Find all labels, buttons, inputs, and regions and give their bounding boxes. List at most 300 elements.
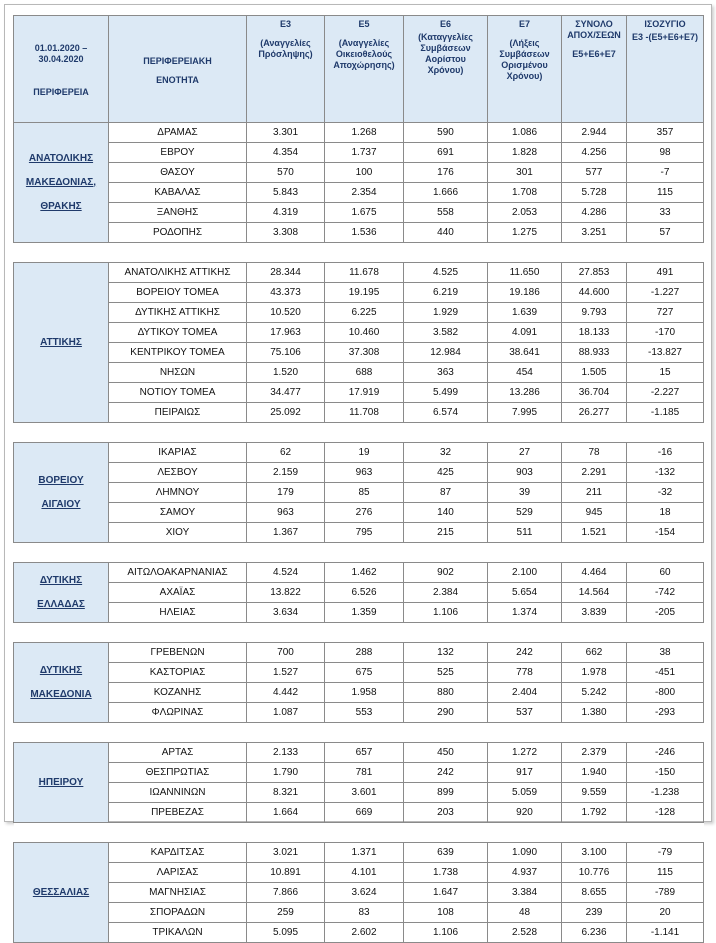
e7-cell: 48 <box>488 903 562 923</box>
balance-cell: -7 <box>627 163 704 183</box>
regional-unit-cell: ΔΥΤΙΚΗΣ ΑΤΤΙΚΗΣ <box>109 303 247 323</box>
e3-cell: 1.087 <box>247 703 325 723</box>
e7-cell: 38.641 <box>488 343 562 363</box>
e5-cell: 795 <box>325 523 404 543</box>
e7-cell: 1.374 <box>488 603 562 623</box>
e5-cell: 675 <box>325 663 404 683</box>
regional-unit-cell: ΚΑΒΑΛΑΣ <box>109 183 247 203</box>
region-name-line: ΗΠΕΙΡΟΥ <box>38 776 84 788</box>
regional-unit-cell: ΗΛΕΙΑΣ <box>109 603 247 623</box>
region-name-line: ΒΟΡΕΙΟΥ <box>38 474 84 486</box>
e3-cell: 3.634 <box>247 603 325 623</box>
e3-cell: 3.308 <box>247 223 325 243</box>
e7-cell: 5.059 <box>488 783 562 803</box>
regional-unit-cell: ΚΟΖΑΝΗΣ <box>109 683 247 703</box>
table-row <box>14 283 704 303</box>
balance-cell: -128 <box>627 803 704 823</box>
region-name <box>14 563 109 623</box>
e6-cell: 1.106 <box>404 603 488 623</box>
e3-cell: 10.520 <box>247 303 325 323</box>
regional-unit-cell: ΘΑΣΟΥ <box>109 163 247 183</box>
separator-cell <box>14 423 704 443</box>
total-cell: 26.277 <box>562 403 627 423</box>
table-row <box>14 203 704 223</box>
total-cell: 5.728 <box>562 183 627 203</box>
e7-cell: 1.275 <box>488 223 562 243</box>
region-separator <box>14 623 704 643</box>
table-row <box>14 143 704 163</box>
balance-cell: -800 <box>627 683 704 703</box>
table-row <box>14 383 704 403</box>
balance-cell: 20 <box>627 903 704 923</box>
e5-cell: 2.354 <box>325 183 404 203</box>
e5-cell: 19 <box>325 443 404 463</box>
regional-unit-cell: ΣΠΟΡΑΔΩΝ <box>109 903 247 923</box>
e5-cell: 1.536 <box>325 223 404 243</box>
e6-cell: 2.384 <box>404 583 488 603</box>
total-cell: 4.256 <box>562 143 627 163</box>
regional-unit-cell: ΚΕΝΤΡΙΚΟΥ ΤΟΜΕΑ <box>109 343 247 363</box>
table-row <box>14 303 704 323</box>
balance-cell: -789 <box>627 883 704 903</box>
balance-cell: -293 <box>627 703 704 723</box>
header-e3: Ε3 (Αναγγελίες Πρόσληψης) <box>247 16 325 123</box>
region-name-line: ΑΤΤΙΚΗΣ <box>40 336 82 348</box>
table-row <box>14 843 704 863</box>
e3-cell: 700 <box>247 643 325 663</box>
total-cell: 1.978 <box>562 663 627 683</box>
table-row <box>14 443 704 463</box>
e3-cell: 62 <box>247 443 325 463</box>
e6-cell: 1.106 <box>404 923 488 943</box>
e6-cell: 899 <box>404 783 488 803</box>
e7-cell: 3.384 <box>488 883 562 903</box>
total-cell: 1.505 <box>562 363 627 383</box>
balance-cell: -170 <box>627 323 704 343</box>
region-name-line: ΑΙΓΑΙΟΥ <box>41 498 81 510</box>
e5-cell: 657 <box>325 743 404 763</box>
table-row <box>14 743 704 763</box>
total-cell: 2.291 <box>562 463 627 483</box>
e6-cell: 6.219 <box>404 283 488 303</box>
e5-cell: 19.195 <box>325 283 404 303</box>
table-row <box>14 883 704 903</box>
total-cell: 1.792 <box>562 803 627 823</box>
region-name-line: ΘΡΑΚΗΣ <box>40 200 82 212</box>
e6-cell: 1.666 <box>404 183 488 203</box>
e3-cell: 4.524 <box>247 563 325 583</box>
e3-cell: 43.373 <box>247 283 325 303</box>
regional-unit-cell: ΣΑΜΟΥ <box>109 503 247 523</box>
regional-unit-cell: ΙΩΑΝΝΙΝΩΝ <box>109 783 247 803</box>
e3-cell: 28.344 <box>247 263 325 283</box>
e7-cell: 11.650 <box>488 263 562 283</box>
regional-unit-cell: ΔΥΤΙΚΟΥ ΤΟΜΕΑ <box>109 323 247 343</box>
e5-cell: 1.268 <box>325 123 404 143</box>
e5-cell: 276 <box>325 503 404 523</box>
region-name-line: ΘΕΣΣΑΛΙΑΣ <box>32 886 90 898</box>
header-total-departures: ΣΥΝΟΛΟ ΑΠΟΧ/ΣΕΩΝ Ε5+Ε6+Ε7 <box>562 16 627 123</box>
table-row <box>14 683 704 703</box>
table-row <box>14 603 704 623</box>
e6-cell: 203 <box>404 803 488 823</box>
e7-cell: 2.404 <box>488 683 562 703</box>
region-name <box>14 123 109 243</box>
balance-cell: -1.141 <box>627 923 704 943</box>
e7-cell: 1.639 <box>488 303 562 323</box>
table-row <box>14 763 704 783</box>
table-row <box>14 263 704 283</box>
regional-unit-cell: ΠΕΙΡΑΙΩΣ <box>109 403 247 423</box>
total-cell: 88.933 <box>562 343 627 363</box>
e5-cell: 6.526 <box>325 583 404 603</box>
e6-cell: 242 <box>404 763 488 783</box>
e6-cell: 176 <box>404 163 488 183</box>
table-row <box>14 183 704 203</box>
e6-cell: 639 <box>404 843 488 863</box>
e7-cell: 4.937 <box>488 863 562 883</box>
region-name-line: ΔΥΤΙΚΗΣ <box>39 574 83 586</box>
balance-cell: -205 <box>627 603 704 623</box>
header-regional-unit: ΠΕΡΙΦΕΡΕΙΑΚΗ ΕΝΟΤΗΤΑ <box>109 16 247 123</box>
e6-cell: 5.499 <box>404 383 488 403</box>
balance-cell: -1.238 <box>627 783 704 803</box>
e3-cell: 570 <box>247 163 325 183</box>
total-cell: 18.133 <box>562 323 627 343</box>
regional-unit-cell: ΘΕΣΠΡΩΤΙΑΣ <box>109 763 247 783</box>
balance-cell: -451 <box>627 663 704 683</box>
e6-cell: 425 <box>404 463 488 483</box>
table-row <box>14 783 704 803</box>
region-name <box>14 843 109 943</box>
e3-cell: 4.319 <box>247 203 325 223</box>
e3-cell: 3.301 <box>247 123 325 143</box>
e5-cell: 100 <box>325 163 404 183</box>
region-name-line: ΕΛΛΑΔΑΣ <box>37 598 85 610</box>
header-balance: ΙΣΟΖΥΓΙΟ Ε3 -(Ε5+Ε6+Ε7) <box>627 16 704 123</box>
table-row <box>14 803 704 823</box>
total-cell: 44.600 <box>562 283 627 303</box>
e7-cell: 242 <box>488 643 562 663</box>
regional-unit-cell: ΞΑΝΘΗΣ <box>109 203 247 223</box>
regional-unit-cell: ΛΕΣΒΟΥ <box>109 463 247 483</box>
total-cell: 2.944 <box>562 123 627 143</box>
e6-cell: 4.525 <box>404 263 488 283</box>
balance-cell: -13.827 <box>627 343 704 363</box>
e3-cell: 179 <box>247 483 325 503</box>
regional-unit-cell: ΑΡΤΑΣ <box>109 743 247 763</box>
balance-cell: 115 <box>627 183 704 203</box>
regional-unit-cell: ΝΟΤΙΟΥ ΤΟΜΕΑ <box>109 383 247 403</box>
total-cell: 14.564 <box>562 583 627 603</box>
balance-cell: -2.227 <box>627 383 704 403</box>
total-cell: 1.940 <box>562 763 627 783</box>
e5-cell: 1.737 <box>325 143 404 163</box>
e7-cell: 920 <box>488 803 562 823</box>
e6-cell: 3.582 <box>404 323 488 343</box>
e6-cell: 215 <box>404 523 488 543</box>
e5-cell: 1.371 <box>325 843 404 863</box>
regional-unit-cell: ΦΛΩΡΙΝΑΣ <box>109 703 247 723</box>
e5-cell: 963 <box>325 463 404 483</box>
e6-cell: 1.738 <box>404 863 488 883</box>
total-cell: 2.379 <box>562 743 627 763</box>
e5-cell: 37.308 <box>325 343 404 363</box>
region-name <box>14 443 109 543</box>
e7-cell: 2.100 <box>488 563 562 583</box>
balance-cell: 98 <box>627 143 704 163</box>
e6-cell: 132 <box>404 643 488 663</box>
table-row <box>14 523 704 543</box>
total-cell: 8.655 <box>562 883 627 903</box>
e5-cell: 781 <box>325 763 404 783</box>
header-period: 01.01.2020 – 30.04.2020 ΠΕΡΙΦΕΡΕΙΑ <box>14 16 109 123</box>
e7-cell: 511 <box>488 523 562 543</box>
balance-cell: 18 <box>627 503 704 523</box>
e5-cell: 17.919 <box>325 383 404 403</box>
e3-cell: 5.095 <box>247 923 325 943</box>
e7-cell: 2.053 <box>488 203 562 223</box>
table-row <box>14 223 704 243</box>
e6-cell: 590 <box>404 123 488 143</box>
total-cell: 6.236 <box>562 923 627 943</box>
e7-cell: 1.090 <box>488 843 562 863</box>
e3-cell: 7.866 <box>247 883 325 903</box>
e5-cell: 288 <box>325 643 404 663</box>
table-row <box>14 503 704 523</box>
e6-cell: 691 <box>404 143 488 163</box>
total-cell: 4.286 <box>562 203 627 223</box>
e6-cell: 450 <box>404 743 488 763</box>
regional-unit-cell: ΚΑΣΤΟΡΙΑΣ <box>109 663 247 683</box>
e5-cell: 11.708 <box>325 403 404 423</box>
e5-cell: 553 <box>325 703 404 723</box>
e6-cell: 1.647 <box>404 883 488 903</box>
e5-cell: 688 <box>325 363 404 383</box>
balance-cell: 491 <box>627 263 704 283</box>
e6-cell: 525 <box>404 663 488 683</box>
table-row <box>14 323 704 343</box>
header-e7: Ε7 (Λήξεις Συμβάσεων Ορισμένου Χρόνου) <box>488 16 562 123</box>
regional-unit-cell: ΓΡΕΒΕΝΩΝ <box>109 643 247 663</box>
e5-cell: 1.359 <box>325 603 404 623</box>
total-cell: 945 <box>562 503 627 523</box>
e7-cell: 1.708 <box>488 183 562 203</box>
balance-cell: 60 <box>627 563 704 583</box>
balance-cell: -132 <box>627 463 704 483</box>
regional-unit-cell: ΧΙΟΥ <box>109 523 247 543</box>
e7-cell: 454 <box>488 363 562 383</box>
e5-cell: 1.958 <box>325 683 404 703</box>
e7-cell: 529 <box>488 503 562 523</box>
total-cell: 27.853 <box>562 263 627 283</box>
balance-cell: 727 <box>627 303 704 323</box>
table-row <box>14 123 704 143</box>
e6-cell: 32 <box>404 443 488 463</box>
e5-cell: 4.101 <box>325 863 404 883</box>
region-name-line: ΑΝΑΤΟΛΙΚΗΣ <box>28 152 94 164</box>
balance-cell: 15 <box>627 363 704 383</box>
e6-cell: 880 <box>404 683 488 703</box>
total-cell: 1.521 <box>562 523 627 543</box>
employment-flows-table <box>13 15 704 943</box>
table-row <box>14 643 704 663</box>
e5-cell: 669 <box>325 803 404 823</box>
separator-cell <box>14 623 704 643</box>
table-row <box>14 563 704 583</box>
regional-unit-cell: ΛΑΡΙΣΑΣ <box>109 863 247 883</box>
e7-cell: 917 <box>488 763 562 783</box>
e7-cell: 537 <box>488 703 562 723</box>
e5-cell: 83 <box>325 903 404 923</box>
region-name-line: ΜΑΚΕΔΟΝΙΑΣ, <box>25 176 97 188</box>
e6-cell: 12.984 <box>404 343 488 363</box>
balance-cell: -79 <box>627 843 704 863</box>
table-row <box>14 903 704 923</box>
e6-cell: 6.574 <box>404 403 488 423</box>
total-cell: 3.100 <box>562 843 627 863</box>
e3-cell: 963 <box>247 503 325 523</box>
e3-cell: 10.891 <box>247 863 325 883</box>
total-cell: 577 <box>562 163 627 183</box>
separator-cell <box>14 723 704 743</box>
balance-cell: -742 <box>627 583 704 603</box>
table-row <box>14 363 704 383</box>
regional-unit-cell: ΕΒΡΟΥ <box>109 143 247 163</box>
total-cell: 36.704 <box>562 383 627 403</box>
total-cell: 10.776 <box>562 863 627 883</box>
region-name <box>14 263 109 423</box>
total-cell: 5.242 <box>562 683 627 703</box>
total-cell: 3.251 <box>562 223 627 243</box>
regional-unit-cell: ΤΡΙΚΑΛΩΝ <box>109 923 247 943</box>
e7-cell: 903 <box>488 463 562 483</box>
e3-cell: 1.664 <box>247 803 325 823</box>
table-row <box>14 163 704 183</box>
e5-cell: 11.678 <box>325 263 404 283</box>
balance-cell: -16 <box>627 443 704 463</box>
table-row <box>14 403 704 423</box>
table-row <box>14 343 704 363</box>
e3-cell: 2.133 <box>247 743 325 763</box>
e5-cell: 6.225 <box>325 303 404 323</box>
total-cell: 9.559 <box>562 783 627 803</box>
e5-cell: 3.601 <box>325 783 404 803</box>
e3-cell: 3.021 <box>247 843 325 863</box>
e5-cell: 1.675 <box>325 203 404 223</box>
e7-cell: 5.654 <box>488 583 562 603</box>
total-cell: 239 <box>562 903 627 923</box>
regional-unit-cell: ΡΟΔΟΠΗΣ <box>109 223 247 243</box>
regional-unit-cell: ΑΝΑΤΟΛΙΚΗΣ ΑΤΤΙΚΗΣ <box>109 263 247 283</box>
region-separator <box>14 723 704 743</box>
table-row <box>14 663 704 683</box>
document-frame <box>4 4 712 938</box>
total-cell: 9.793 <box>562 303 627 323</box>
regional-unit-cell: ΙΚΑΡΙΑΣ <box>109 443 247 463</box>
balance-cell: 38 <box>627 643 704 663</box>
balance-cell: -150 <box>627 763 704 783</box>
e6-cell: 363 <box>404 363 488 383</box>
balance-cell: 357 <box>627 123 704 143</box>
e7-cell: 778 <box>488 663 562 683</box>
table-row <box>14 863 704 883</box>
e3-cell: 25.092 <box>247 403 325 423</box>
total-cell: 211 <box>562 483 627 503</box>
balance-cell: 33 <box>627 203 704 223</box>
table-row <box>14 483 704 503</box>
e5-cell: 85 <box>325 483 404 503</box>
e5-cell: 3.624 <box>325 883 404 903</box>
e3-cell: 1.520 <box>247 363 325 383</box>
total-cell: 3.839 <box>562 603 627 623</box>
e3-cell: 5.843 <box>247 183 325 203</box>
e7-cell: 13.286 <box>488 383 562 403</box>
e3-cell: 8.321 <box>247 783 325 803</box>
e7-cell: 39 <box>488 483 562 503</box>
balance-cell: 57 <box>627 223 704 243</box>
e3-cell: 1.367 <box>247 523 325 543</box>
e7-cell: 19.186 <box>488 283 562 303</box>
table-row <box>14 463 704 483</box>
regional-unit-cell: ΔΡΑΜΑΣ <box>109 123 247 143</box>
header-e5: Ε5 (Αναγγελίες Οικειοθελούς Αποχώρησης) <box>325 16 404 123</box>
balance-cell: -154 <box>627 523 704 543</box>
region-separator <box>14 543 704 563</box>
balance-cell: -1.185 <box>627 403 704 423</box>
e6-cell: 902 <box>404 563 488 583</box>
e3-cell: 4.442 <box>247 683 325 703</box>
total-cell: 78 <box>562 443 627 463</box>
regional-unit-cell: ΚΑΡΔΙΤΣΑΣ <box>109 843 247 863</box>
e3-cell: 1.790 <box>247 763 325 783</box>
e7-cell: 1.828 <box>488 143 562 163</box>
table-row <box>14 583 704 603</box>
regional-unit-cell: ΠΡΕΒΕΖΑΣ <box>109 803 247 823</box>
e3-cell: 75.106 <box>247 343 325 363</box>
e7-cell: 4.091 <box>488 323 562 343</box>
table-body <box>14 123 704 943</box>
e6-cell: 558 <box>404 203 488 223</box>
e7-cell: 301 <box>488 163 562 183</box>
regional-unit-cell: ΑΙΤΩΛΟΑΚΑΡΝΑΝΙΑΣ <box>109 563 247 583</box>
e5-cell: 1.462 <box>325 563 404 583</box>
e3-cell: 17.963 <box>247 323 325 343</box>
e7-cell: 7.995 <box>488 403 562 423</box>
e7-cell: 1.272 <box>488 743 562 763</box>
balance-cell: 115 <box>627 863 704 883</box>
regional-unit-cell: ΜΑΓΝΗΣΙΑΣ <box>109 883 247 903</box>
e7-cell: 27 <box>488 443 562 463</box>
header-e6: Ε6 (Καταγγελίες Συμβάσεων Αορίστου Χρόνου) <box>404 16 488 123</box>
region-name-line: ΔΥΤΙΚΗΣ <box>39 664 83 676</box>
region-separator <box>14 243 704 263</box>
separator-cell <box>14 243 704 263</box>
e3-cell: 259 <box>247 903 325 923</box>
e7-cell: 1.086 <box>488 123 562 143</box>
region-name <box>14 743 109 823</box>
table-row <box>14 703 704 723</box>
region-name-line: ΜΑΚΕΔΟΝΙΑ <box>30 688 92 700</box>
regional-unit-cell: ΝΗΣΩΝ <box>109 363 247 383</box>
e7-cell: 2.528 <box>488 923 562 943</box>
e3-cell: 13.822 <box>247 583 325 603</box>
e6-cell: 290 <box>404 703 488 723</box>
e3-cell: 4.354 <box>247 143 325 163</box>
total-cell: 662 <box>562 643 627 663</box>
balance-cell: -246 <box>627 743 704 763</box>
e6-cell: 87 <box>404 483 488 503</box>
